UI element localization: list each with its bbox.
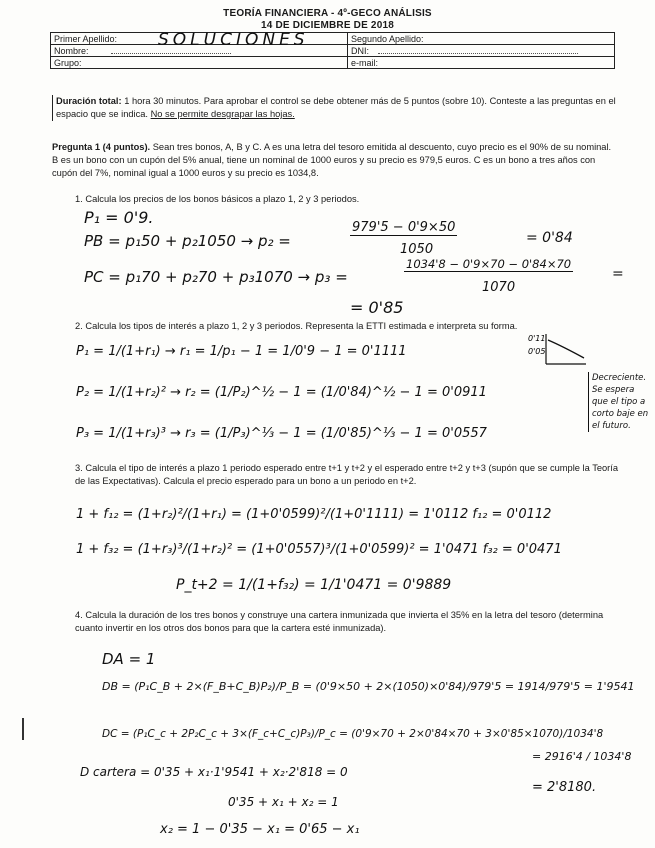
dni-label: DNI: bbox=[351, 46, 369, 56]
instructions-underlined: No se permite desgrapar las hojas. bbox=[150, 109, 295, 119]
question-1-bold: Pregunta 1 (4 puntos). bbox=[52, 142, 151, 152]
answer-4-weights-sum: 0'35 + x₁ + x₂ = 1 bbox=[228, 795, 339, 809]
item-4 bbox=[75, 609, 620, 634]
item-2 bbox=[75, 320, 620, 333]
question-1-statement bbox=[52, 141, 612, 180]
answer-4-dc-result: = 2'8180. bbox=[532, 780, 597, 795]
answer-1-pb-result: = 0'84 bbox=[526, 230, 573, 246]
item-2-number: 2. bbox=[75, 321, 83, 331]
nombre-label: Nombre: bbox=[54, 46, 89, 56]
exam-date: 14 DE DICIEMBRE DE 2018 bbox=[261, 20, 394, 31]
instructions-bold: Duración total: bbox=[56, 96, 122, 106]
answer-1-pc-numerator: 1034'8 − 0'9×70 − 0'84×70 bbox=[406, 257, 572, 271]
answer-1-pc-result: = 0'85 bbox=[350, 298, 404, 317]
item-1 bbox=[75, 193, 620, 206]
answer-3-f12: 1 + f₁₂ = (1+r₂)²/(1+r₁) = (1+0'0599)²/(1+0'1111) = 1'0112 f₁₂ = 0'0112 bbox=[76, 507, 552, 522]
answer-2-r2: P₂ = 1/(1+r₂)² → r₂ = (1/P₂)^½ − 1 = (1/0'84)^½ − 1 = 0'0911 bbox=[76, 385, 487, 400]
dni-underline bbox=[378, 45, 578, 54]
answer-4-dc: DC = (P₁C_c + 2P₂C_c + 3×(F_c+C_c)P₃)/P_c = (0'9×70 + 2×0'84×70 + 3×0'85×1070)/1034'8 bbox=[102, 728, 604, 740]
instructions bbox=[52, 95, 616, 121]
exam-title: TEORÍA FINANCIERA - 4º-GECO ANÁLISIS bbox=[223, 8, 432, 19]
question-1-text: Sean tres bonos, A, B y C. A es una letra del tesoro emitida al descuento, cuyo precio es el 90% de su nominal. B es un bono con un cupón del 5% anual, tiene un nominal de 1000 euros y su precio es 979,5 euros. C es un bono a tres años con cupón del 7%, nominal igual a 1000 euros y su precio es 1034,8. bbox=[52, 142, 612, 178]
item-4-number: 4. bbox=[75, 610, 83, 620]
item-3 bbox=[75, 462, 620, 487]
email-cell bbox=[348, 57, 615, 69]
answer-2-r3: P₃ = 1/(1+r₃)³ → r₃ = (1/P₃)^⅓ − 1 = (1/0'85)^⅓ − 1 = 0'0557 bbox=[76, 426, 487, 441]
etti-label-low: 0'05 bbox=[528, 347, 546, 356]
item-2-text: Calcula los tipos de interés a plazo 1, 2 y 3 periodos. Representa la ETTI estimada e interpreta su forma. bbox=[85, 321, 518, 331]
answer-1-pb-denominator: 1050 bbox=[400, 242, 434, 257]
etti-interpretation: Decreciente. Se espera que el tipo a corto baje en el futuro. bbox=[588, 372, 652, 432]
grupo-label: Grupo: bbox=[54, 57, 82, 68]
primer-apellido-label: Primer Apellido: bbox=[54, 33, 118, 44]
etti-sketch bbox=[528, 332, 588, 368]
instructions-text: 1 hora 30 minutos. Para aprobar el control se debe obtener más de 5 puntos (sobre 10). Conteste a las preguntas en el espacio que se indica. bbox=[56, 96, 616, 119]
etti-label-high: 0'11 bbox=[528, 334, 546, 343]
answer-1-pc: PC = p₁70 + p₂70 + p₃1070 → p₃ = bbox=[84, 268, 348, 286]
email-label: e-mail: bbox=[351, 57, 379, 68]
item-4-text: Calcula la duración de los tres bonos y construye una cartera inmunizada que invierta el 35% en la letra del tesoro (determina cuanto invertir en los otros dos bonos para que la cartera esté inmunizada). bbox=[75, 610, 604, 633]
item-1-number: 1. bbox=[75, 194, 83, 204]
answer-1-pc-equals: = bbox=[612, 266, 624, 282]
segundo-apellido-label: Segundo Apellido: bbox=[351, 33, 424, 44]
answer-4-dc-fraction: = 2916'4 / 1034'8 bbox=[532, 750, 632, 763]
grupo-cell bbox=[51, 57, 348, 69]
etti-curve bbox=[548, 340, 584, 358]
answer-2-r1: P₁ = 1/(1+r₁) → r₁ = 1/p₁ − 1 = 1/0'9 − 1 = 0'1111 bbox=[76, 344, 407, 359]
item-1-text: Calcula los precios de los bonos básicos a plazo 1, 2 y 3 periodos. bbox=[85, 194, 360, 204]
answer-3-price: P_t+2 = 1/(1+f₃₂) = 1/1'0471 = 0'9889 bbox=[176, 577, 452, 593]
answer-1-pc-denominator: 1070 bbox=[482, 280, 516, 295]
dni-cell bbox=[348, 45, 615, 57]
segundo-apellido-cell bbox=[348, 33, 615, 45]
answer-1-pb-numerator: 979'5 − 0'9×50 bbox=[352, 220, 456, 235]
item-3-number: 3. bbox=[75, 463, 83, 473]
answer-4-portfolio-duration: D cartera = 0'35 + x₁·1'9541 + x₂·2'818 = 0 bbox=[80, 765, 348, 779]
primer-apellido-value: SOLUCIONES bbox=[158, 30, 309, 50]
answer-4-db: DB = (P₁C_B + 2×(F_B+C_B)P₂)/P_B = (0'9×50 + 2×(1050)×0'84)/979'5 = 1914/979'5 = 1'9541 bbox=[102, 680, 635, 693]
answer-3-f32: 1 + f₃₂ = (1+r₃)³/(1+r₂)² = (1+0'0557)³/(1+0'0599)² = 1'0471 f₃₂ = 0'0471 bbox=[76, 542, 562, 557]
answer-4-x2: x₂ = 1 − 0'35 − x₁ = 0'65 − x₁ bbox=[160, 822, 360, 837]
item-3-text: Calcula el tipo de interés a plazo 1 periodo esperado entre t+1 y t+2 y el esperado entre t+2 y t+3 (supón que se cumple la Teoría de las Expectativas). Calcula el precio esperado para un bono a un periodo en t+2. bbox=[75, 463, 619, 486]
student-info-table bbox=[50, 32, 615, 69]
answer-4-da: DA = 1 bbox=[102, 650, 156, 668]
answer-1-p1: P₁ = 0'9. bbox=[84, 208, 154, 227]
answer-1-pb: PB = p₁50 + p₂1050 → p₂ = bbox=[84, 232, 291, 250]
margin-mark bbox=[22, 718, 24, 740]
